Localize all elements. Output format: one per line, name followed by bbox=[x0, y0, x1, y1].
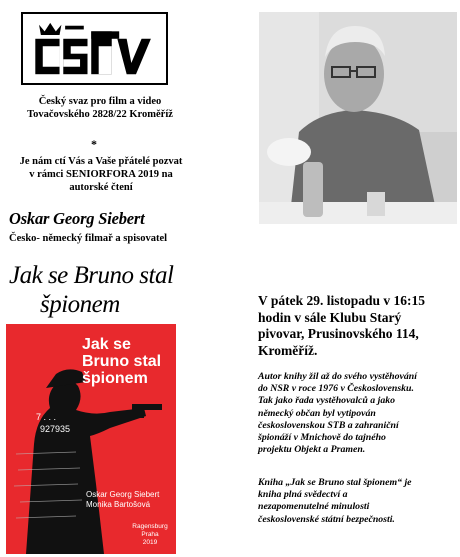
book-title-line1: Jak se Bruno stal bbox=[9, 262, 174, 289]
invitation-line: v rámci SENIORFORA 2019 na bbox=[29, 169, 173, 180]
author-photo bbox=[259, 12, 457, 224]
author-description: Česko- německý filmař a spisovatel bbox=[9, 233, 168, 244]
description-line: Tak jako řada vystěhovalců a jako bbox=[258, 395, 396, 407]
cover-handwriting: 7 . . . bbox=[36, 412, 57, 422]
cover-authors bbox=[86, 490, 159, 510]
event-line: V pátek 29. listopadu v 16:15 bbox=[258, 293, 426, 308]
description-line: špionáží v Mnichově do tajného bbox=[258, 432, 386, 444]
description-line: projektu Objekt a Pramen. bbox=[258, 444, 366, 456]
cover-year: 2019 bbox=[142, 539, 158, 546]
summary-line: kniha plná svědectví a bbox=[258, 489, 348, 501]
book-title-line2: špionem bbox=[40, 291, 120, 318]
crown-icon bbox=[29, 22, 160, 77]
summary-line: československé státní bezpečnosti. bbox=[258, 513, 395, 525]
description-line: do NSR v roce 1976 v Československu. bbox=[258, 383, 414, 395]
cover-author: Monika Bartošová bbox=[86, 500, 151, 509]
description-line: československou STB a zahraniční bbox=[258, 419, 399, 431]
event-line: hodin v sále Klubu Starý bbox=[258, 309, 402, 325]
description-line: Autor knihy žil až do svého vystěhování bbox=[258, 371, 417, 382]
cover-handwriting: 927935 bbox=[40, 424, 71, 434]
csfv-logo bbox=[21, 12, 168, 85]
event-line: Kroměříž. bbox=[258, 342, 318, 358]
event-line: pivovar, Prusinovského 114, bbox=[258, 326, 419, 341]
book-cover bbox=[6, 324, 176, 554]
organization-name: Český svaz pro film a video bbox=[38, 96, 162, 107]
cover-author: Oskar Georg Siebert bbox=[86, 490, 160, 499]
cover-publisher-line: Praha bbox=[141, 531, 159, 538]
cover-publisher bbox=[128, 523, 172, 547]
summary-line: Kniha „Jak se Bruno stal špionem“ je bbox=[258, 477, 412, 488]
event-info bbox=[258, 293, 458, 359]
invitation-line: Je nám ctí Vás a Vaše přátelé pozvat bbox=[19, 156, 183, 167]
invitation-line: autorské čtení bbox=[69, 182, 133, 193]
book-description bbox=[258, 371, 458, 456]
cover-title bbox=[82, 336, 172, 387]
organization-address: Tovačovského 2828/22 Kroměříž bbox=[27, 109, 173, 120]
summary-line: nezapomenutelné minulosti bbox=[258, 501, 370, 513]
invitation-text bbox=[6, 155, 196, 194]
cover-title-line: Bruno stal bbox=[82, 353, 162, 370]
cover-title-line: špionem bbox=[82, 370, 148, 387]
separator-star: * bbox=[91, 137, 97, 151]
cover-publisher-line: Ragensburg bbox=[132, 523, 168, 530]
cover-title-line: Jak se bbox=[82, 336, 131, 353]
author-name: Oskar Georg Siebert bbox=[9, 209, 145, 228]
book-summary bbox=[258, 477, 458, 526]
description-line: německý občan byl vytipován bbox=[258, 407, 376, 419]
